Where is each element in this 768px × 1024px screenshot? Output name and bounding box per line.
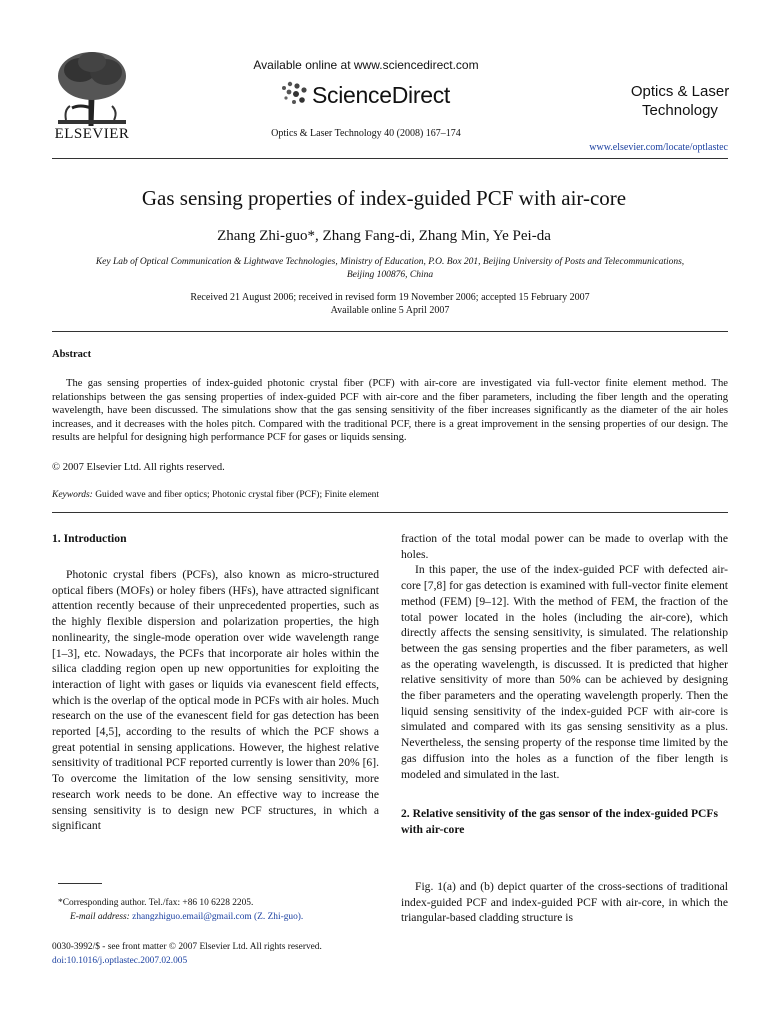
doi-link[interactable]: doi:10.1016/j.optlastec.2007.02.005 (52, 956, 188, 966)
sciencedirect-dots-icon (280, 80, 310, 108)
email-label: E-mail address: (70, 912, 130, 922)
intro-paragraph-2: In this paper, the use of the index-guided PCF with defected air-core [7,8] for gas detection is examined with full-vector finite element method (FEM) [9–12]. With the method of FEM, the fraction of the total power located in the holes (including the air-core), which directly affects the sensing sensitivity, is simulated. The relationship between the gas sensing properties and the fiber parameters, as well as the operating wavelength, is discussed. It is predicted that higher relative sensitivity of more than 50% can be achieved by designing the fiber parameters and the operating wavelength properly. Then the liquid sensing sensitivity of the index-guided PCF with air-core is simulated and compared with its gas sensing sensitivity as a plus. Nevertheless, the sensing property of the response time limited by the gas diffusion into the holes as a function of the fiber length is modeled and simulated in the last. (401, 563, 728, 781)
journal-title (600, 82, 760, 120)
footnote-divider (58, 883, 102, 884)
introduction-column-left (52, 567, 379, 834)
abstract-text: The gas sensing properties of index-guided photonic crystal fiber (PCF) with air-core are investigated via full-vector finite element method. The relationships between the gas sensing properties of index-guided PCF with air-core and the fiber parameters, including the fiber length and the operating wavelength, have been discussed. The simulations show that the gas sensing sensitivity of the fiber increases significantly as the diameter of the air holes increases, and it decreases with the holes pitch. Compared with the traditional PCF, there is a great improvement in the sensing properties of our design. The results are helpful for designing high performance PCF for gases or liquids sensing. (52, 378, 728, 444)
email-line (52, 910, 379, 924)
journal-citation: Optics & Laser Technology 40 (2008) 167–174 (271, 128, 461, 139)
affiliation-line2: Beijing 100876, China (346, 270, 434, 280)
available-online-text: Available online at www.sciencedirect.com (253, 58, 479, 72)
available-date: Available online 5 April 2007 (330, 305, 450, 316)
abstract-heading: Abstract (52, 349, 92, 360)
sciencedirect-wordmark: ScienceDirect (312, 82, 450, 108)
corresponding-author: *Corresponding author. Tel./fax: +86 10 6228 2205. (58, 898, 254, 908)
keywords (52, 490, 728, 500)
abstract-top-divider (52, 331, 728, 332)
section2-paragraph-1: Fig. 1(a) and (b) depict quarter of the cross-sections of traditional index-guided PCF and index-guided PCF with air-core, in which the triangular-based cladding structure is (401, 880, 728, 925)
received-dates: Received 21 August 2006; received in revised form 19 November 2006; accepted 15 February 2007 (190, 292, 590, 303)
abstract-copyright: © 2007 Elsevier Ltd. All rights reserved. (52, 462, 225, 473)
section2-column (401, 879, 728, 926)
header-divider (52, 158, 728, 159)
article-history (52, 291, 728, 317)
journal-title-line2: Technology (642, 102, 718, 119)
intro-paragraph-1-continued: fraction of the total modal power can be made to overlap with the holes. (401, 532, 728, 561)
journal-homepage-link[interactable]: www.elsevier.com/locate/optlastec (589, 142, 728, 153)
publisher-name: ELSEVIER (54, 126, 130, 142)
introduction-column-right (401, 531, 728, 782)
section-heading-relative-sensitivity: 2. Relative sensitivity of the gas sensor of the index-guided PCFs with air-core (401, 807, 718, 836)
front-matter (52, 940, 379, 968)
keywords-list: Guided wave and fiber optics; Photonic crystal fiber (PCF); Finite element (95, 490, 380, 500)
keywords-label: Keywords: (52, 490, 93, 500)
elsevier-tree-logo (52, 48, 132, 138)
article-title: Gas sensing properties of index-guided PCF with air-core (141, 186, 627, 210)
author-affiliation (52, 256, 728, 282)
corresponding-author-footnote (52, 896, 379, 924)
author-email-link[interactable]: zhangzhiguo.email@gmail.com (Z. Zhi-guo). (132, 912, 304, 922)
journal-title-line1: Optics & Laser (630, 83, 730, 100)
affiliation-line1: Key Lab of Optical Communication & Lightwave Technologies, Ministry of Education, P.O. Box 201, Beijing University of Posts and Telecommunications, (95, 257, 685, 267)
intro-paragraph-1: Photonic crystal fibers (PCFs), also known as micro-structured optical fibers (MOFs) or holey fibers (HFs), have attracted significant attention recently because of their unprecedented properties, such as the highly flexible dispersion and polarization properties, the high nonlinearity, the single-mode operation over wide wavelength range [1–3], etc. Nowadays, the PCFs that incorporate air holes within the silica cladding region open up new opportunities for exploiting the interaction of light with gases or liquids via evanescent field effects, which is the overlap of the optical mode in PCFs with air holes. Much research on the use of the evanescent field for gas detection has been reported [4,5], according to the results of which the PCF shows a great potential in sensing applications. However, the highest relative sensitivity of traditional PCF reported currently is lower than 20% [6]. To overcome the limitation of the low sensing sensitivity, more research work needs to be done. An effective way to increase the sensing sensitivity is to design new PCF structures, in which a significant (52, 568, 379, 833)
abstract-bottom-divider (52, 512, 728, 513)
article-authors: Zhang Zhi-guo*, Zhang Fang-di, Zhang Min, Ye Pei-da (217, 228, 551, 244)
section-heading-introduction: 1. Introduction (52, 532, 127, 545)
issn-copyright: 0030-3992/$ - see front matter © 2007 Elsevier Ltd. All rights reserved. (52, 942, 322, 952)
